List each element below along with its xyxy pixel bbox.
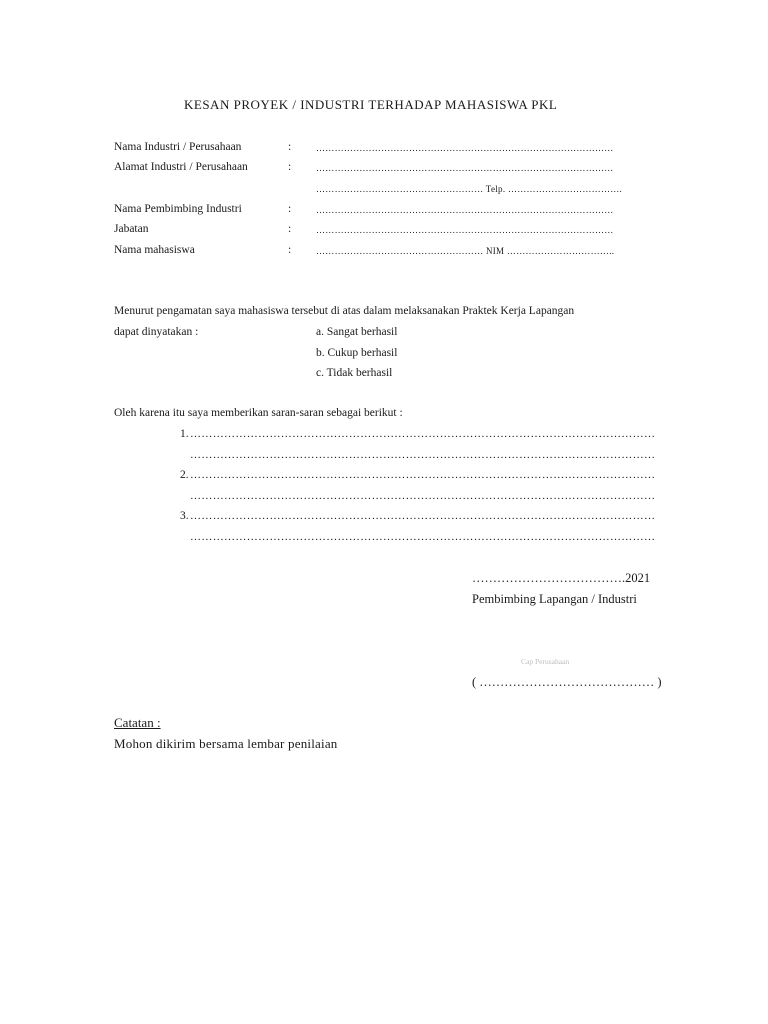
field-fill-line-address-phone: ……………………………………………… Telp. ………………………………. [316,184,623,194]
field-fill-line-student-nim: ……………………………………………… NIM …………………………….. [316,246,615,256]
assessment-intro: Menurut pengamatan saya mahasiswa tersebut di atas dalam melaksanakan Praktek Kerja Lapangan [114,305,575,317]
field-colon: : [288,161,292,173]
field-colon: : [288,141,292,153]
company-stamp-placeholder: Cap Perusahaan [521,657,570,666]
field-colon: : [288,203,292,215]
field-fill-line-company-name: …………………………………………………………………………………… [316,143,614,153]
suggestion-line-3b: …………………………………………………………………………………………………………… [190,531,656,543]
notes-text: Mohon dikirim bersama lembar penilaian [114,736,338,751]
suggestion-line-1a: …………………………………………………………………………………………………………… [190,428,656,440]
field-label-company-address: Alamat Industri / Perusahaan [114,161,248,173]
assessment-option-a: a. Sangat berhasil [316,326,398,338]
field-label-student-name: Nama mahasiswa [114,244,195,256]
assessment-option-c: c. Tidak berhasil [316,367,393,379]
suggestion-number-1: 1. [180,428,189,440]
assessment-option-b: b. Cukup berhasil [316,347,398,359]
field-fill-line-supervisor-name: …………………………………………………………………………………… [316,205,614,215]
suggestion-number-2: 2. [180,469,189,481]
field-label-company-name: Nama Industri / Perusahaan [114,141,242,153]
suggestion-line-3a: …………………………………………………………………………………………………………… [190,510,656,522]
field-label-supervisor-name: Nama Pembimbing Industri [114,203,242,215]
suggestions-intro: Oleh karena itu saya memberikan saran-saran sebagai berikut : [114,407,403,419]
field-label-position: Jabatan [114,223,149,235]
notes-label: Catatan : [114,715,161,730]
field-fill-line-company-address: …………………………………………………………………………………… [316,163,614,173]
suggestion-line-1b: …………………………………………………………………………………………………………… [190,449,656,461]
suggestion-number-3: 3. [180,510,189,522]
signature-name-line: ( …………………………………… ) [472,675,662,689]
suggestion-line-2a: …………………………………………………………………………………………………………… [190,469,656,481]
signature-role: Pembimbing Lapangan / Industri [472,592,637,606]
field-colon: : [288,223,292,235]
suggestion-line-2b: …………………………………………………………………………………………………………… [190,490,656,502]
page-title: KESAN PROYEK / INDUSTRI TERHADAP MAHASISWA PKL [184,97,558,112]
signature-date-line: ……………………………….2021 [472,571,651,585]
field-colon: : [288,244,292,256]
assessment-lead: dapat dinyatakan : [114,326,199,338]
field-fill-line-position: …………………………………………………………………………………… [316,225,614,235]
